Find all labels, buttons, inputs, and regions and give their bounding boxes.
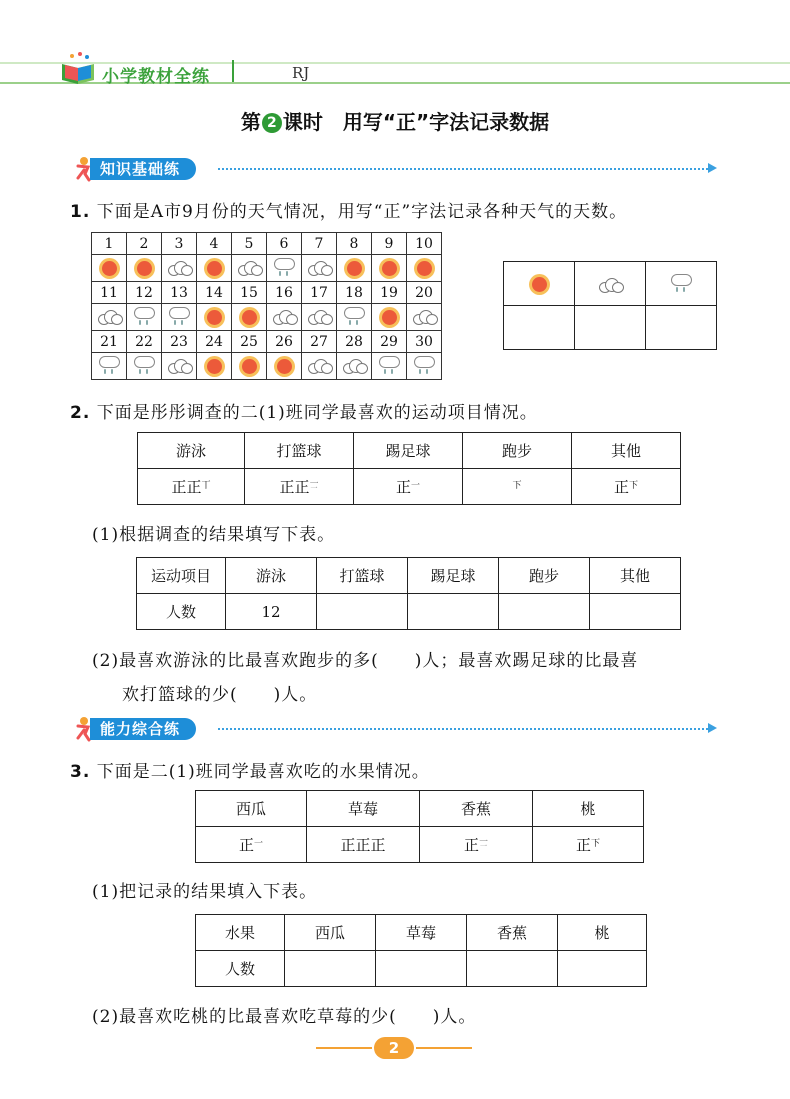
tally-header: 打篮球	[245, 433, 354, 469]
tally-header-rain	[646, 262, 717, 306]
calendar-weather	[407, 304, 442, 331]
calendar-weather	[372, 304, 407, 331]
weather-tally-table	[503, 261, 717, 350]
tally-mark	[572, 469, 681, 505]
calendar-weather	[197, 353, 232, 380]
footer-rule-right	[416, 1047, 472, 1049]
cloud-icon	[341, 359, 367, 373]
rain-icon	[98, 356, 120, 376]
calendar-day: 19	[372, 282, 407, 304]
tally-partial: 下	[591, 839, 601, 849]
book-logo-icon	[58, 50, 98, 86]
table-header: 草莓	[376, 915, 467, 951]
sun-icon	[382, 261, 397, 276]
tally-partial: 𠄟	[309, 481, 319, 491]
cloud-icon	[271, 310, 297, 324]
calendar-day: 13	[162, 282, 197, 304]
calendar-weather	[337, 304, 372, 331]
calendar-day: 11	[92, 282, 127, 304]
tally-mark	[420, 827, 533, 863]
tally-main: 正	[238, 836, 254, 854]
cloud-icon	[597, 278, 623, 292]
sun-icon	[242, 310, 257, 325]
table-header: 跑步	[499, 558, 590, 594]
q3-text: 3. 下面是二(1)班同学最喜欢吃的水果情况。	[70, 762, 430, 782]
tally-partial: 一	[411, 481, 421, 491]
table-header: 打篮球	[317, 558, 408, 594]
tally-partial: 下	[512, 480, 522, 491]
calendar-day: 25	[232, 331, 267, 353]
calendar-day: 15	[232, 282, 267, 304]
sun-icon	[277, 359, 292, 374]
calendar-day: 20	[407, 282, 442, 304]
sun-icon	[417, 261, 432, 276]
calendar-weather	[337, 255, 372, 282]
calendar-weather	[127, 255, 162, 282]
tally-main: 正正正	[340, 836, 386, 854]
calendar-weather	[127, 304, 162, 331]
tally-blank-rain[interactable]	[646, 306, 717, 350]
cloud-icon	[306, 261, 332, 275]
calendar-day: 16	[267, 282, 302, 304]
cloud-icon	[411, 310, 437, 324]
tally-main: 正正	[279, 478, 310, 496]
tally-partial: 𠄟	[479, 839, 489, 849]
tally-main: 正	[463, 836, 479, 854]
weather-calendar	[91, 232, 442, 380]
q2-sub2-line1: (2)最喜欢游泳的比最喜欢跑步的多( )人；最喜欢踢足球的比最喜	[92, 651, 639, 671]
tally-mark	[463, 469, 572, 505]
rain-icon	[273, 258, 295, 278]
cloud-icon	[166, 261, 192, 275]
cloud-icon	[166, 359, 192, 373]
calendar-weather	[232, 304, 267, 331]
calendar-weather	[267, 353, 302, 380]
answer-cell[interactable]	[408, 594, 499, 630]
calendar-day: 2	[127, 233, 162, 255]
table-header: 运动项目	[137, 558, 226, 594]
calendar-day: 4	[197, 233, 232, 255]
answer-cell[interactable]	[285, 951, 376, 987]
cloud-icon	[236, 261, 262, 275]
header-divider	[232, 60, 234, 82]
calendar-weather	[372, 255, 407, 282]
cloud-icon	[96, 310, 122, 324]
tally-header-sun	[504, 262, 575, 306]
calendar-weather	[372, 353, 407, 380]
table-header: 桃	[558, 915, 647, 951]
sun-icon	[207, 359, 222, 374]
section-title-basic: 知识基础练	[90, 158, 196, 180]
calendar-weather	[162, 304, 197, 331]
tally-mark	[196, 827, 307, 863]
calendar-weather	[162, 353, 197, 380]
tally-mark	[354, 469, 463, 505]
sun-icon	[207, 261, 222, 276]
tally-header: 香蕉	[420, 791, 533, 827]
calendar-day: 12	[127, 282, 162, 304]
calendar-day: 5	[232, 233, 267, 255]
tally-header: 游泳	[138, 433, 245, 469]
tally-header: 西瓜	[196, 791, 307, 827]
answer-cell[interactable]	[499, 594, 590, 630]
calendar-day: 14	[197, 282, 232, 304]
calendar-weather	[232, 255, 267, 282]
calendar-weather	[337, 353, 372, 380]
rain-icon	[413, 356, 435, 376]
tally-header-cloud	[575, 262, 646, 306]
cloud-icon	[306, 359, 332, 373]
section-banner-ability	[70, 716, 730, 742]
fruit-count-table	[195, 914, 647, 987]
q2-sub2-line2: 欢打篮球的少( )人。	[122, 685, 318, 705]
calendar-day: 18	[337, 282, 372, 304]
calendar-weather	[197, 255, 232, 282]
table-header: 香蕉	[467, 915, 558, 951]
tally-mark	[138, 469, 245, 505]
lesson-title: 第 2 课时 用写“正”字法记录数据	[240, 110, 550, 134]
tally-partial: 一	[254, 839, 264, 849]
rain-icon	[133, 307, 155, 327]
sun-icon	[207, 310, 222, 325]
tally-main: 正正	[171, 478, 202, 496]
edition-label: RJ	[292, 64, 310, 82]
calendar-day: 29	[372, 331, 407, 353]
calendar-weather	[197, 304, 232, 331]
section-title-ability: 能力综合练	[90, 718, 196, 740]
calendar-weather	[127, 353, 162, 380]
tally-mark	[533, 827, 644, 863]
calendar-weather	[267, 255, 302, 282]
sport-count-table	[136, 557, 681, 630]
table-header: 水果	[196, 915, 285, 951]
rain-icon	[133, 356, 155, 376]
tally-main: 正	[395, 478, 411, 496]
sun-icon	[102, 261, 117, 276]
calendar-day: 30	[407, 331, 442, 353]
answer-cell[interactable]	[558, 951, 647, 987]
sun-icon	[532, 277, 547, 292]
calendar-day: 3	[162, 233, 197, 255]
sun-icon	[382, 310, 397, 325]
q3-sub2: (2)最喜欢吃桃的比最喜欢吃草莓的少( )人。	[92, 1007, 477, 1027]
calendar-weather	[407, 255, 442, 282]
calendar-day: 6	[267, 233, 302, 255]
answer-cell[interactable]	[376, 951, 467, 987]
calendar-day: 1	[92, 233, 127, 255]
page-number: 2	[374, 1037, 414, 1059]
sun-icon	[242, 359, 257, 374]
cloud-icon	[306, 310, 332, 324]
rain-icon	[168, 307, 190, 327]
answer-cell[interactable]	[317, 594, 408, 630]
calendar-day: 23	[162, 331, 197, 353]
tally-header: 其他	[572, 433, 681, 469]
calendar-day: 17	[302, 282, 337, 304]
tally-blank-cloud[interactable]	[575, 306, 646, 350]
tally-main: 正	[613, 478, 629, 496]
calendar-day: 8	[337, 233, 372, 255]
answer-cell[interactable]	[590, 594, 681, 630]
table-header: 其他	[590, 558, 681, 594]
tally-mark	[307, 827, 420, 863]
calendar-day: 28	[337, 331, 372, 353]
calendar-weather	[302, 255, 337, 282]
q2-text: 2. 下面是彤彤调查的二(1)班同学最喜欢的运动项目情况。	[70, 403, 538, 423]
sun-icon	[137, 261, 152, 276]
answer-cell: 12	[226, 594, 317, 630]
row-label: 人数	[196, 951, 285, 987]
calendar-weather	[162, 255, 197, 282]
table-header: 游泳	[226, 558, 317, 594]
calendar-day: 10	[407, 233, 442, 255]
q3-sub1: (1)把记录的结果填入下表。	[92, 882, 318, 902]
rain-icon	[670, 274, 692, 294]
footer-rule-left	[316, 1047, 372, 1049]
fruit-tally-table	[195, 790, 644, 863]
tally-header: 桃	[533, 791, 644, 827]
tally-mark	[245, 469, 354, 505]
rain-icon	[378, 356, 400, 376]
row-label: 人数	[137, 594, 226, 630]
calendar-weather	[302, 304, 337, 331]
sport-tally-table	[137, 432, 681, 505]
tally-partial: 下	[629, 481, 639, 491]
calendar-weather	[232, 353, 267, 380]
calendar-weather	[92, 353, 127, 380]
table-header: 西瓜	[285, 915, 376, 951]
calendar-weather	[92, 304, 127, 331]
tally-header: 跑步	[463, 433, 572, 469]
calendar-day: 7	[302, 233, 337, 255]
tally-blank-sun[interactable]	[504, 306, 575, 350]
calendar-day: 22	[127, 331, 162, 353]
tally-partial: 丅	[201, 481, 211, 491]
calendar-day: 27	[302, 331, 337, 353]
tally-main: 正	[575, 836, 591, 854]
lesson-number: 2	[262, 113, 282, 133]
calendar-weather	[267, 304, 302, 331]
tally-header: 踢足球	[354, 433, 463, 469]
q1-text: 1. 下面是A市9月份的天气情况，用写“正”字法记录各种天气的天数。	[70, 202, 628, 222]
table-header: 踢足球	[408, 558, 499, 594]
calendar-weather	[92, 255, 127, 282]
calendar-day: 9	[372, 233, 407, 255]
answer-cell[interactable]	[467, 951, 558, 987]
q2-sub1: (1)根据调查的结果填写下表。	[92, 525, 336, 545]
brand-title: 小学教材全练	[102, 67, 210, 87]
calendar-day: 26	[267, 331, 302, 353]
rain-icon	[343, 307, 365, 327]
calendar-day: 24	[197, 331, 232, 353]
calendar-weather	[407, 353, 442, 380]
calendar-day: 21	[92, 331, 127, 353]
section-banner-basic	[70, 156, 730, 182]
calendar-weather	[302, 353, 337, 380]
sun-icon	[347, 261, 362, 276]
tally-header: 草莓	[307, 791, 420, 827]
